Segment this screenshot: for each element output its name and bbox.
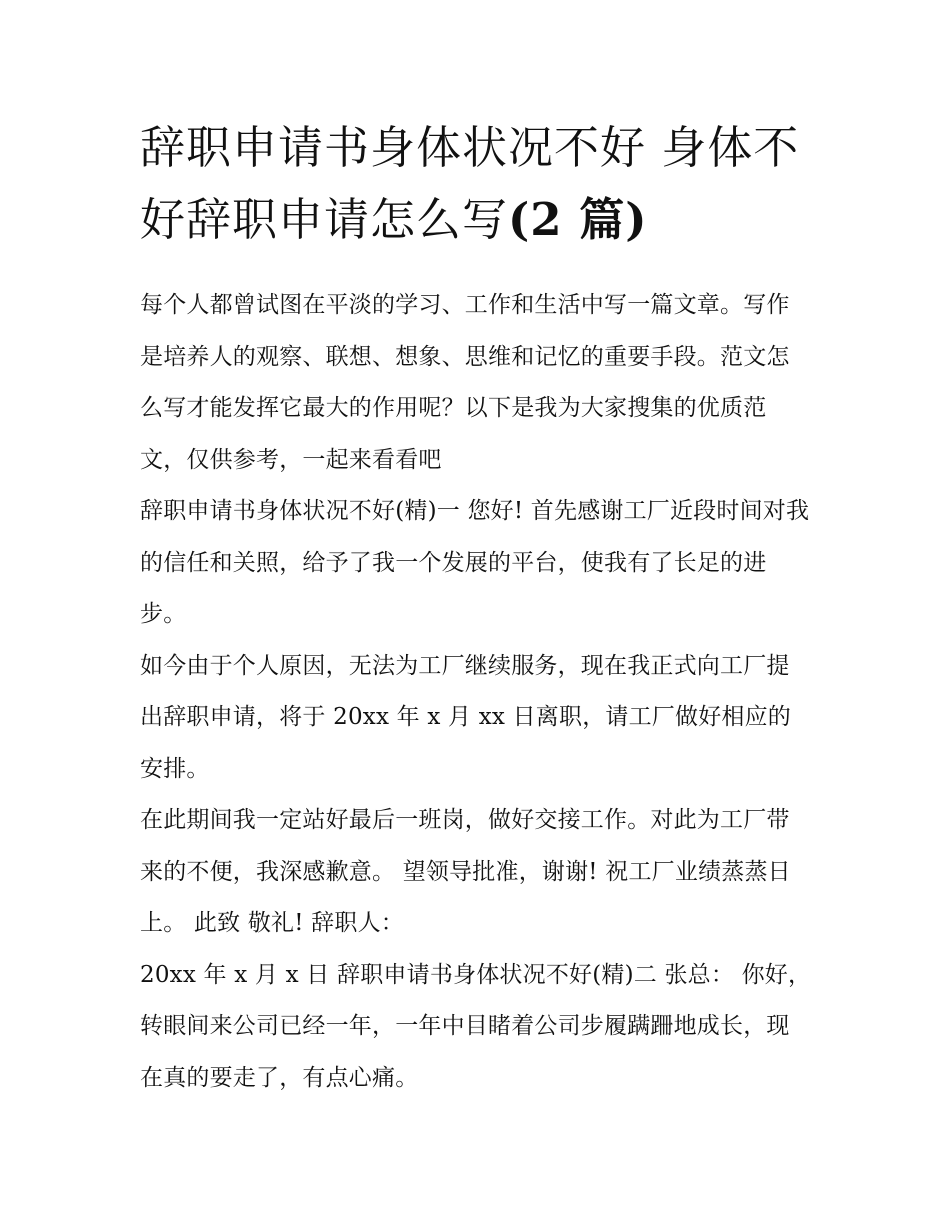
title-main-text: 辞职申请书身体状况不好 身体不好辞职申请怎么写 (140, 121, 800, 246)
paragraph-handover-closing: 在此期间我一定站好最后一班岗，做好交接工作。对此为工厂带来的不便，我深感歉意。 望领导批准，谢谢! 祝工厂业绩蒸蒸日上。 此致 敬礼! 辞职人： (140, 807, 791, 936)
document-page (140, 112, 812, 1104)
paragraph-letter-one-opening: 辞职申请书身体状况不好(精)一 您好! 首先感谢工厂近段时间对我的信任和关照，给予了我一个发展的平台，使我有了长足的进步。 (140, 498, 810, 627)
title-suffix-text: (2 篇) (508, 193, 648, 246)
paragraph-resignation-date: 如今由于个人原因，无法为工厂继续服务，现在我正式向工厂提出辞职申请，将于 20xx 年 x 月 xx 日离职，请工厂做好相应的安排。 (140, 652, 791, 782)
document-title (140, 112, 812, 256)
paragraph-letter-two-opening: 20xx 年 x 月 x 日 辞职申请书身体状况不好(精)二 张总： 你好，转眼间来公司已经一年，一年中目睹着公司步履蹒跚地成长，现在真的要走了，有点心痛。 (140, 961, 812, 1091)
paragraph-intro: 每个人都曾试图在平淡的学习、工作和生活中写一篇文章。写作是培养人的观察、联想、想象、思维和记忆的重要手段。范文怎么写才能发挥它最大的作用呢？以下是我为大家搜集的优质范文，仅供参考，一起来看看吧 (140, 292, 790, 473)
